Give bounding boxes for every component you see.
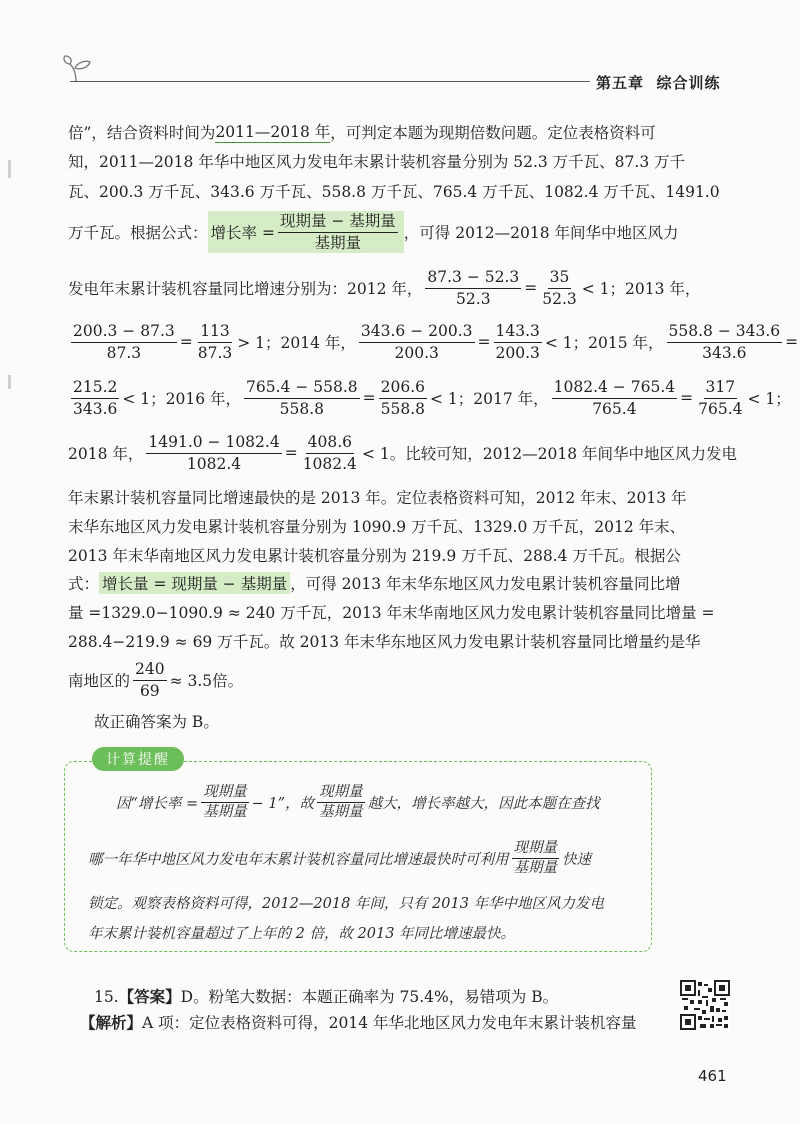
tip-line	[88, 840, 591, 878]
fraction-numerator: 408.6	[306, 433, 354, 454]
fraction-denominator: 87.3	[197, 343, 233, 362]
growth-rate-formula	[208, 211, 404, 253]
fraction-numerator: 现期量	[317, 784, 365, 803]
text-line	[68, 572, 681, 594]
qr-code-icon[interactable]	[680, 980, 730, 1030]
fraction	[540, 268, 579, 308]
header-rule	[70, 81, 590, 82]
equals-sign: =	[524, 279, 538, 298]
text-line	[68, 268, 700, 308]
fraction-numerator: 317	[704, 378, 738, 399]
text-run: 2018 年，	[68, 445, 144, 464]
equals-sign: =	[284, 444, 298, 463]
fraction-denominator: 765.4	[698, 399, 743, 418]
equals-sign: =	[785, 333, 799, 352]
fraction-denominator: 基期量	[203, 804, 247, 821]
underlined-date-range: 2011—2018 年	[215, 120, 330, 143]
fraction	[71, 378, 119, 418]
text-run: 式：	[68, 575, 100, 593]
text-run: ，可判定本题为现期倍数问题。定位表格资料可	[330, 123, 656, 142]
text-run: 南地区的	[68, 672, 131, 691]
equals-sign: =	[362, 389, 376, 408]
fraction	[667, 322, 783, 362]
fraction	[359, 322, 475, 362]
growth-amount-formula: 增长量 = 现期量 − 基期量	[99, 572, 290, 594]
text-line: 瓦、200.3 万千瓦、343.6 万千瓦、558.8 万千瓦、765.4 万千瓦、1082.4 万千瓦、1491.0	[68, 183, 720, 201]
fraction-denominator: 558.8	[380, 399, 425, 418]
fraction-denominator: 87.3	[106, 343, 142, 362]
fraction-denominator: 1082.4	[302, 454, 357, 473]
fraction-numerator: 87.3 − 52.3	[425, 268, 521, 289]
fraction-numerator: 现期量 − 基期量	[278, 212, 398, 233]
fraction-denominator: 343.6	[702, 343, 747, 362]
fraction-denominator: 基期量	[314, 233, 362, 252]
fraction-numerator: 558.8 − 343.6	[667, 322, 783, 343]
text-run: < 1；2013 年，	[581, 280, 701, 299]
text-run: 哪一年华中地区风力发电年末累计装机容量同比增速最快时可利用	[88, 852, 509, 869]
fraction-denominator: 558.8	[279, 399, 325, 418]
text-run: ≈ 3.5倍。	[169, 672, 244, 691]
fraction-denominator: 52.3	[542, 289, 577, 308]
text-line	[68, 322, 798, 362]
fraction	[201, 784, 249, 822]
text-run: 倍”，结合资料时间为	[68, 123, 216, 142]
answer-tag: 【答案】	[118, 988, 181, 1006]
fraction	[317, 784, 365, 822]
answer-line	[94, 985, 558, 1007]
fraction	[133, 660, 167, 700]
page-number: 461	[698, 1067, 727, 1085]
fraction-denominator: 52.3	[456, 289, 491, 308]
text-run: < 1；2017 年，	[430, 390, 549, 409]
fraction	[146, 433, 281, 473]
text-line: 年末累计装机容量同比增速最快的是 2013 年。定位表格资料可知，2012 年末、2013 年	[68, 489, 687, 507]
analysis-line	[80, 1011, 637, 1033]
question-number: 15.	[94, 988, 119, 1006]
tip-line	[116, 784, 600, 822]
fraction-numerator: 113	[198, 322, 232, 343]
fraction	[696, 378, 744, 418]
conclusion: 故正确答案为 B。	[94, 713, 219, 731]
equals-sign: =	[680, 389, 694, 408]
fraction-numerator: 765.4 − 558.8	[244, 378, 360, 399]
text-line: 288.4−219.9 ≈ 69 万千瓦。故 2013 年末华东地区风力发电累计装机容量同比增量约是华	[68, 633, 701, 651]
chapter-title: 第五章 综合训练	[596, 74, 721, 92]
text-line	[68, 378, 791, 418]
fraction	[552, 378, 677, 418]
text-run: > 1；2014 年，	[237, 334, 356, 353]
fraction-numerator: 215.2	[71, 378, 119, 399]
fraction-denominator: 200.3	[495, 343, 540, 362]
text-run: 因“增长率 =	[116, 796, 199, 813]
analysis-tag: 【解析】	[80, 1014, 143, 1032]
fraction-numerator: 现期量	[201, 784, 249, 803]
fraction-numerator: 现期量	[512, 840, 560, 859]
equals-sign: =	[179, 333, 193, 352]
fraction-numerator: 200.3 − 87.3	[71, 322, 177, 343]
fraction	[71, 322, 177, 362]
fraction-denominator: 基期量	[319, 804, 363, 821]
edge-mark	[8, 375, 11, 389]
text-line: 知，2011—2018 年华中地区风力发电年末累计装机容量分别为 52.3 万千瓦、87.3 万千	[68, 153, 686, 171]
text-run: 万千瓦。根据公式：	[68, 224, 208, 243]
text-run: < 1；2016 年，	[122, 390, 242, 409]
fraction-numerator: 1491.0 − 1082.4	[146, 433, 281, 454]
fraction-numerator: 240	[133, 660, 167, 681]
fraction	[244, 378, 360, 418]
fraction	[512, 840, 560, 878]
text-run: 发电年末累计装机容量同比增速分别为：2012 年，	[68, 280, 423, 299]
fraction-denominator: 343.6	[73, 399, 118, 418]
edge-mark	[8, 160, 11, 178]
text-line: 量 =1329.0−1090.9 ≈ 240 万千瓦，2013 年末华南地区风力发电累计装机容量同比增量 =	[68, 604, 715, 622]
fraction-numerator: 343.6 − 200.3	[359, 322, 475, 343]
text-line	[68, 660, 243, 700]
fraction-numerator: 206.6	[379, 378, 427, 399]
fraction-numerator: 143.3	[494, 322, 542, 343]
fraction-numerator: 1082.4 − 765.4	[552, 378, 677, 399]
text-run: < 1；2015 年，	[544, 334, 664, 353]
fraction	[379, 378, 427, 418]
answer-text: D。粉笔大数据：本题正确率为 75.4%，易错项为 B。	[180, 988, 559, 1006]
text-line	[68, 120, 656, 143]
text-run: < 1；	[747, 390, 791, 409]
sprout-icon	[62, 54, 94, 84]
analysis-text: A 项：定位表格资料可得，2014 年华北地区风力发电年末累计装机容量	[142, 1014, 637, 1032]
text-run: 越大，增长率越大，因此本题在查找	[367, 796, 600, 813]
tip-line: 年末累计装机容量超过了上年的 2 倍，故 2013 年同比增速最快。	[88, 926, 516, 942]
fraction-denominator: 765.4	[592, 399, 637, 418]
text-run: ，可得 2013 年末华东地区风力发电累计装机容量同比增	[290, 575, 681, 593]
fraction	[425, 268, 521, 308]
text-line	[68, 211, 679, 253]
text-run: < 1。比较可知，2012—2018 年间华中地区风力发电	[361, 445, 738, 464]
fraction-denominator: 1082.4	[186, 454, 242, 473]
fraction	[494, 322, 542, 362]
text-run: ，可得 2012—2018 年间华中地区风力	[403, 224, 679, 243]
text-line: 2013 年末华南地区风力发电累计装机容量分别为 219.9 万千瓦、288.4 万千瓦。根据公	[68, 547, 681, 565]
equals-sign: =	[477, 333, 491, 352]
fraction-denominator: 69	[139, 681, 160, 700]
fraction-numerator: 35	[548, 268, 572, 289]
tip-line: 锁定。观察表格资料可得，2012—2018 年间，只有 2013 年华中地区风力发电	[88, 896, 605, 912]
fraction	[196, 322, 235, 362]
text-line	[68, 433, 737, 473]
text-line: 末华东地区风力发电累计装机容量分别为 1090.9 万千瓦、1329.0 万千瓦，2012 年末、	[68, 518, 686, 536]
fraction-denominator: 基期量	[513, 860, 557, 877]
text-run: 快速	[562, 852, 591, 869]
text-run: − 1”，故	[251, 796, 315, 813]
fraction	[301, 433, 359, 473]
formula-lhs: 增长率 =	[210, 224, 275, 243]
tip-title: 计算提醒	[92, 747, 184, 771]
fraction	[278, 212, 398, 252]
fraction-denominator: 200.3	[394, 343, 439, 362]
